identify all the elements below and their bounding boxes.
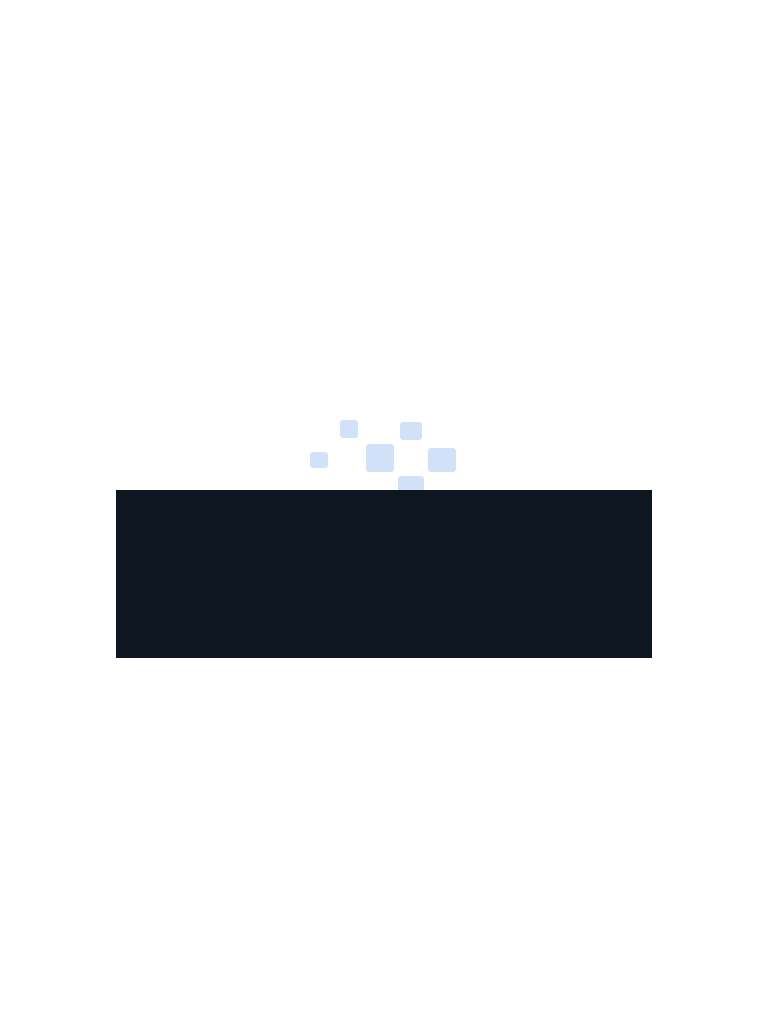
watermark-logo [300, 420, 470, 500]
index-charts-strip [116, 490, 652, 658]
